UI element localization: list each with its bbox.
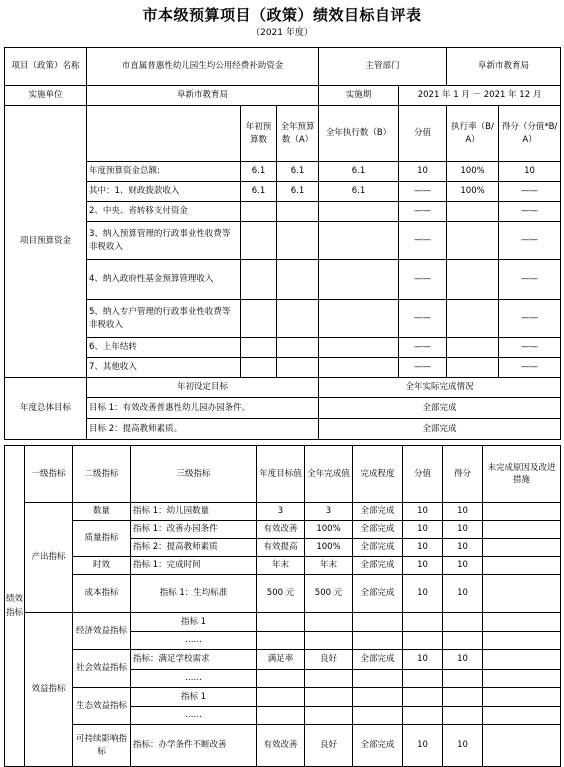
table-row: 成本指标 指标 1：生均标准 500 元 500 元 全部完成 10 10: [5, 575, 561, 595]
goals-section-label: 年度总体目标: [5, 378, 87, 440]
indicator-header: 全年完成值: [305, 446, 353, 503]
indicator-table: [4, 445, 561, 767]
project-name: 市直属普惠性幼儿园生均公用经费补助资金: [87, 48, 319, 86]
table-row: 其中：1、财政拨款收入 6.1 6.1 6.1 —— 100% ——: [5, 182, 561, 202]
table-row: 可持续影响指标 指标：办学条件不断改善 有效改善 良好 全部完成 10 10: [5, 725, 561, 739]
budget-table: [4, 47, 561, 440]
indicator-header: 三级指标: [131, 446, 257, 503]
table-row: 3、纳入预算管理的行政事业性收费等非税收入 —— ——: [5, 222, 561, 260]
budget-header: 分值: [399, 106, 447, 162]
output-label: 产出指标: [25, 503, 73, 613]
page-title: 市本级预算项目（政策）绩效目标自评表: [142, 6, 422, 24]
benefit-label: 效益指标: [25, 613, 73, 767]
period-label: 实施期: [319, 86, 399, 106]
table-row: 指标 2：提高教师素质 有效提高 100% 全部完成 10 10: [5, 539, 561, 557]
indicator-header: 分值: [403, 446, 443, 503]
budget-header: 全年预算数（A）: [277, 106, 319, 162]
budget-header: 全年执行数（B）: [319, 106, 399, 162]
indicator-header: 未完成原因及改进措施: [483, 446, 561, 503]
table-row: 产出指标 数量 指标 1：幼儿园数量 3 3 全部完成 10 10: [5, 503, 561, 521]
table-row: ……: [5, 632, 561, 650]
table-row: 效益指标 经济效益指标 指标 1: [5, 613, 561, 632]
table-row: 2、中央、省转移支付资金 —— ——: [5, 202, 561, 222]
table-row: 年度预算资金总额: 6.1 6.1 6.1 10 100% 10: [5, 162, 561, 182]
project-name-label: 项目（政策）名称: [5, 48, 87, 86]
goals-set-header: 年初设定目标: [87, 378, 319, 398]
budget-header: 年初预算数: [241, 106, 277, 162]
table-row: 7、其他收入 —— ——: [5, 358, 561, 378]
unit-label: 实施单位: [5, 86, 87, 106]
table-row: 生态效益指标 指标 1: [5, 688, 561, 707]
table-row: 4、纳入政府性基金预算管理收入 —— ——: [5, 260, 561, 300]
budget-section-label: 项目预算资金: [5, 106, 87, 378]
table-row: ……: [5, 670, 561, 688]
dept-value: 阜新市教育局: [447, 48, 561, 86]
table-row: 社会效益指标 指标：满足学校需求 满足率 良好 全部完成 10 10: [5, 650, 561, 670]
table-row: 5、纳入专户管理的行政事业性收费等非税收入 —— ——: [5, 300, 561, 338]
unit-value: 阜新市教育局: [87, 86, 319, 106]
table-row: ……: [5, 707, 561, 725]
indicator-header: 二级指标: [73, 446, 131, 503]
budget-header: 执行率（B/A）: [447, 106, 499, 162]
page-subtitle: （2021 年度）: [251, 28, 313, 38]
period-value: 2021 年 1 月 － 2021 年 12 月: [399, 86, 561, 106]
table-row: 时效 指标 1：完成时间 年末 年末 全部完成 10 10: [5, 557, 561, 575]
goals-actual-header: 全年实际完成情况: [319, 378, 561, 398]
dept-label: 主管部门: [319, 48, 447, 86]
indicator-header: 得分: [443, 446, 483, 503]
table-row: 目标 2：提高教师素质。 全部完成: [5, 419, 561, 440]
indicator-header: 完成程度: [353, 446, 403, 503]
indicator-header: 一级指标: [25, 446, 73, 503]
indicator-section-label: 绩效指标: [5, 446, 25, 767]
table-row: 质量指标 指标 1：改善办园条件 有效改善 100% 全部完成 10 10: [5, 521, 561, 539]
table-row: 6、上年结转 —— ——: [5, 338, 561, 358]
indicator-header: 年度目标值: [257, 446, 305, 503]
budget-header: 得分（分值*B/A）: [499, 106, 561, 162]
table-row: 目标 1：有效改善普惠性幼儿园办园条件。 全部完成: [5, 398, 561, 419]
